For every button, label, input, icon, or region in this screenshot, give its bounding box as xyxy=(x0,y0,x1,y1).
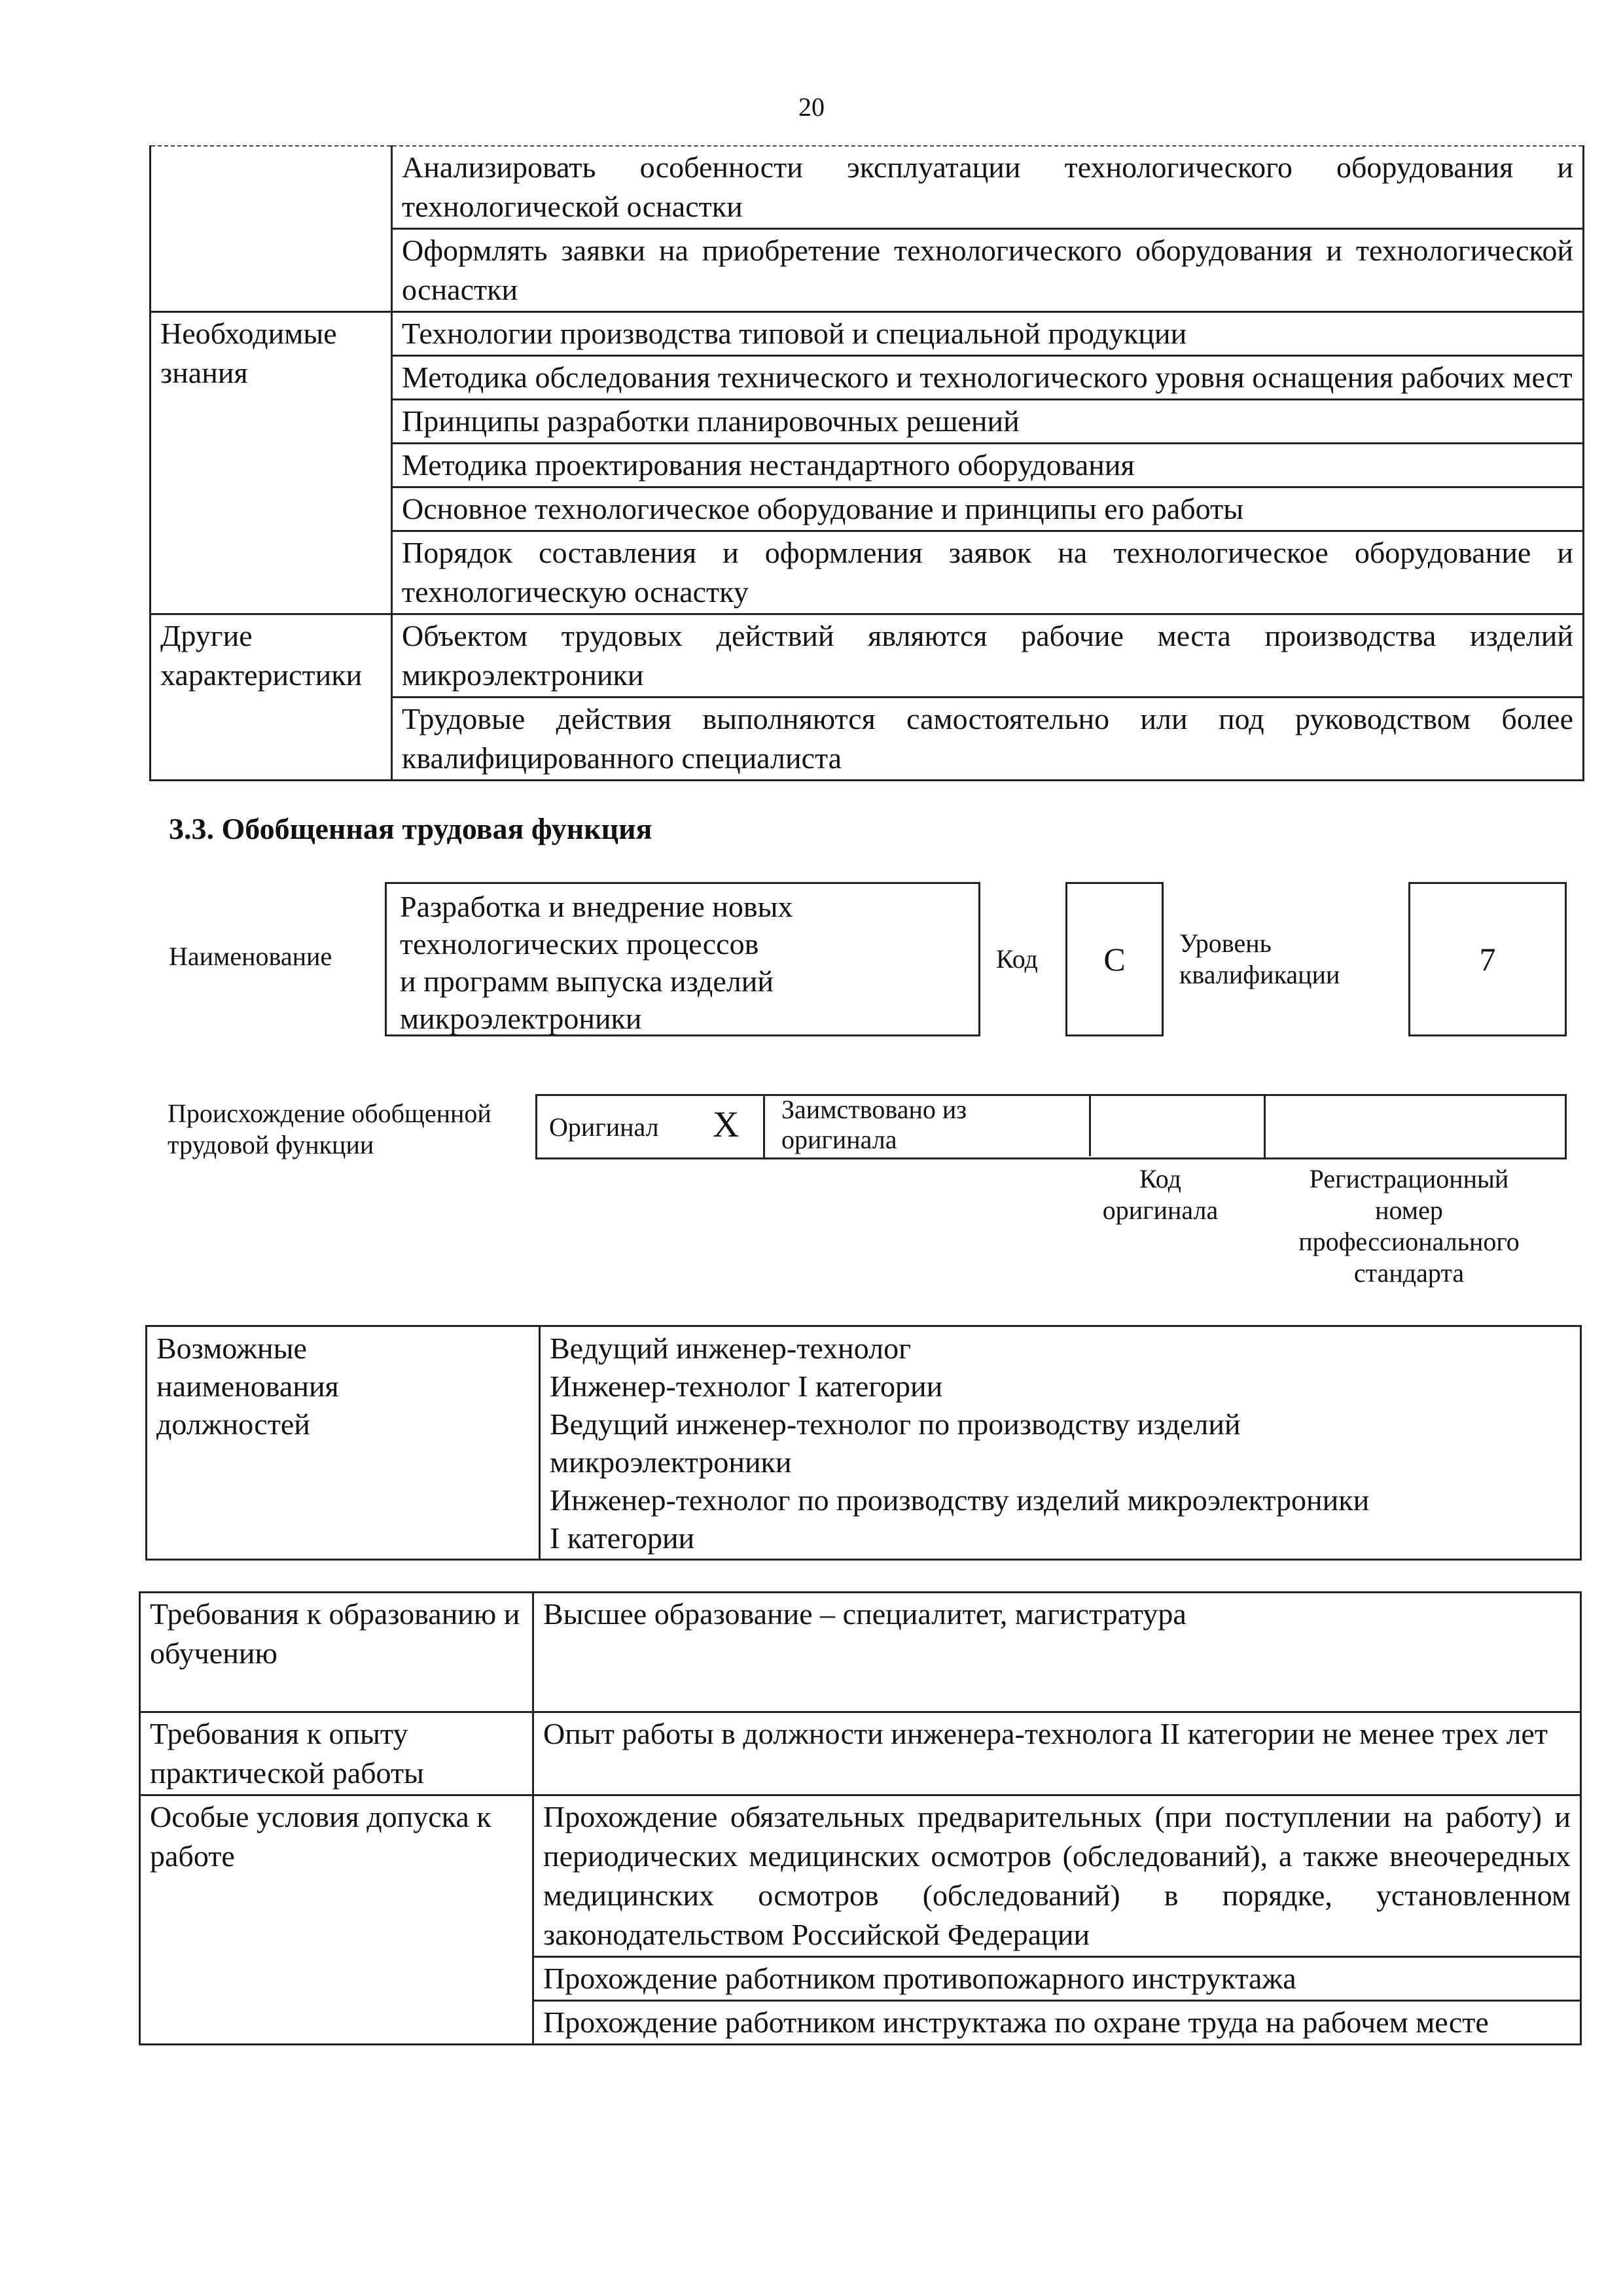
positions-table xyxy=(145,1325,1582,1561)
row-label xyxy=(151,146,392,312)
caption-line: Код xyxy=(1139,1164,1181,1193)
position-line: Ведущий инженер-технолог xyxy=(550,1332,911,1365)
original-label: Оригинал xyxy=(549,1112,659,1142)
level-value: 7 xyxy=(1479,941,1496,978)
table-row xyxy=(151,312,1584,356)
table-cell: Опыт работы в должности инженера-технолога II категории не менее трех лет xyxy=(533,1712,1581,1795)
table-cell: Объектом трудовых действий являются рабочие места производства изделий микроэлектроники xyxy=(392,614,1584,698)
row-label: Требования к образованию и обучению xyxy=(140,1593,533,1712)
borrowed-cell xyxy=(775,1095,1091,1156)
name-label: Наименование xyxy=(169,942,332,971)
table-cell: Методика обследования технического и технологического уровня оснащения рабочих мест xyxy=(392,356,1584,400)
table-cell: Основное технологическое оборудование и принципы его работы xyxy=(392,487,1584,531)
code-value-box xyxy=(1065,882,1164,1036)
code-value: C xyxy=(1103,941,1126,978)
table-row xyxy=(151,614,1584,698)
origin-label xyxy=(168,1098,491,1161)
label-line: должностей xyxy=(156,1407,310,1441)
skills-knowledge-table xyxy=(149,145,1584,781)
origin-label-line: Происхождение обобщенной xyxy=(168,1099,491,1128)
level-value-box xyxy=(1408,882,1567,1036)
label-line: наименования xyxy=(156,1369,339,1403)
original-mark: X xyxy=(713,1104,740,1145)
original-code-caption xyxy=(1085,1163,1236,1226)
position-line: I категории xyxy=(550,1521,695,1555)
function-name-line: и программ выпуска изделий xyxy=(400,964,774,998)
table-cell: Прохождение обязательных предварительных (при поступлении на работу) и периодических медицинских осмотров (обследований), а также внеочередных медицинских осмотров (обследований) в порядке, установленном законодательством Российской Федерации xyxy=(533,1795,1581,1957)
table-cell: Высшее образование – специалитет, магистратура xyxy=(533,1593,1581,1712)
code-label: Код xyxy=(996,944,1038,974)
table-cell: Порядок составления и оформления заявок на технологическое оборудование и технологическую оснастку xyxy=(392,531,1584,614)
requirements-table xyxy=(139,1591,1582,2045)
registration-number-cell xyxy=(1266,1096,1560,1157)
function-name-line: технологических процессов xyxy=(400,927,759,961)
borrowed-label-line: Заимствовано из xyxy=(781,1095,967,1124)
row-label: Требования к опыту практической работы xyxy=(140,1712,533,1795)
level-label xyxy=(1179,928,1340,991)
table-row xyxy=(151,146,1584,229)
table-cell: Анализировать особенности эксплуатации технологического оборудования и технологической оснастки xyxy=(392,146,1584,229)
table-row xyxy=(140,1795,1581,1957)
position-line: микроэлектроники xyxy=(550,1445,792,1479)
position-line: Инженер-технолог I категории xyxy=(550,1369,943,1403)
table-cell: Принципы разработки планировочных решений xyxy=(392,400,1584,444)
section-heading: 3.3. Обобщенная трудовая функция xyxy=(169,812,652,845)
positions-label xyxy=(147,1326,540,1560)
caption-line: номер xyxy=(1375,1195,1443,1225)
row-label: Другие характеристики xyxy=(151,614,392,781)
table-row xyxy=(140,1712,1581,1795)
table-row xyxy=(140,1593,1581,1712)
table-cell: Технологии производства типовой и специальной продукции xyxy=(392,312,1584,356)
registration-caption xyxy=(1262,1163,1556,1289)
table-cell: Прохождение работником инструктажа по охране труда на рабочем месте xyxy=(533,2001,1581,2045)
origin-original-cell xyxy=(537,1096,765,1157)
origin-label-line: трудовой функции xyxy=(168,1130,374,1159)
table-cell: Трудовые действия выполняются самостоятельно или под руководством более квалифицированного специалиста xyxy=(392,698,1584,781)
function-name-line: Разработка и внедрение новых xyxy=(400,890,793,923)
position-line: Ведущий инженер-технолог по производству изделий xyxy=(550,1407,1241,1441)
level-label-line: квалификации xyxy=(1179,960,1340,989)
row-label: Необходимые знания xyxy=(151,312,392,614)
table-cell: Методика проектирования нестандартного оборудования xyxy=(392,444,1584,487)
position-line: Инженер-технолог по производству изделий микроэлектроники xyxy=(550,1483,1370,1517)
original-code-cell xyxy=(1091,1096,1266,1157)
borrowed-label-line: оригинала xyxy=(781,1125,897,1154)
table-cell: Оформлять заявки на приобретение технологического оборудования и технологической оснастки xyxy=(392,229,1584,312)
origin-table xyxy=(535,1094,1567,1159)
table-row xyxy=(147,1326,1581,1560)
function-name-line: микроэлектроники xyxy=(400,1002,642,1035)
caption-line: профессионального xyxy=(1298,1227,1520,1256)
caption-line: стандарта xyxy=(1353,1258,1465,1288)
table-cell: Прохождение работником противопожарного инструктажа xyxy=(533,1957,1581,2001)
positions-list xyxy=(540,1326,1581,1560)
page-number: 20 xyxy=(798,92,825,122)
label-line: Возможные xyxy=(156,1332,307,1365)
level-label-line: Уровень xyxy=(1179,928,1272,958)
caption-line: оригинала xyxy=(1102,1195,1219,1225)
caption-line: Регистрационный xyxy=(1309,1164,1509,1193)
row-label: Особые условия допуска к работе xyxy=(140,1795,533,2045)
function-name-box xyxy=(385,882,980,1036)
